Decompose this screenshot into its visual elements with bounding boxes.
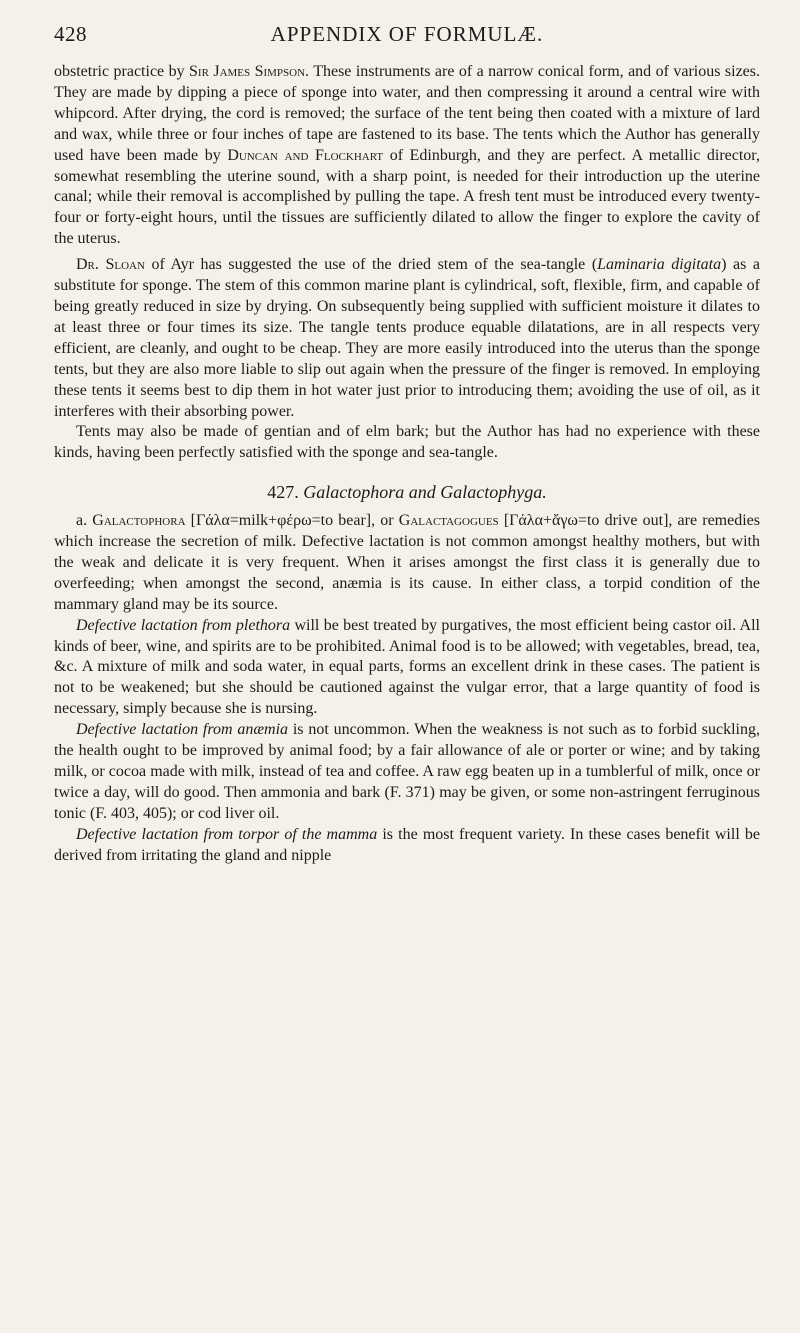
text-run: ) as a substitute for sponge. The stem of this common marine plant is cylindrical, soft, flexible, firm, and capable of being greatly reduced in size by drying. On subsequently being supplied with sufficient moisture it dilates to at least three or four times its size. The tangle tents produce equable dilatations, are in all respects very efficient, are cleanly, and ought to be cheap. They are more easily introduced into the uterus than the sponge tents, but they are also more liable to slip out again when the pressure of the finger is removed. In employing these tents it seems best to dip them in hot water just prior to introducing them; avoiding the use of oil, as it interferes with their absorbing power. [54, 256, 761, 420]
paragraph-other-tents: Tents may also be made of gentian and of elm bark; but the Author has had no experience with these kinds, having been perfectly satisfied with the sponge and sea-tangle. [54, 423, 760, 462]
paragraph-anaemia [54, 720, 760, 825]
author-name: Sir James Simpson [189, 63, 306, 80]
term: Galactophora [92, 512, 186, 530]
item-letter: a. [76, 512, 93, 530]
text-run: . These instruments are of a narrow conical form, and of various sizes. They are made by dipping a piece of sponge into water, and then compressing it around a central wire with whipcord. After drying, the cord is removed; the surface of the tent being then coated with a mixture of lard and wax, while three or four inches of tape are fastened to its base. The tents which the Author has generally used have been made by [54, 63, 761, 164]
paragraph-sea-tangle [54, 255, 760, 422]
section-title: Galactophora and Galactophyga. [303, 482, 547, 503]
species-name: Laminaria digitata [597, 256, 722, 274]
section-number: 427. [267, 482, 299, 503]
text-run: [Γάλα+ἄγω=to drive out], are remedies which increase the secretion of milk. Defective lactation is not common amongst healthy mothers, but with the weak and delicate it is very frequent. When it arises amongst the first class it is generally due to overfeeding; when amongst the second, anæmia is its cause. In either class, a torpid condition of the mammary gland may be its source. [54, 512, 760, 613]
text-run: will be best treated by purgatives, the most efficient being castor oil. All kinds of beer, wine, and spirits are to be prohibited. Animal food is to be allowed; with vegetables, bread, tea, &c. A mixture of milk and soda water, in equal parts, forms an excellent drink in these cases. The patient is not to be weakened; but she should be cautioned against the vulgar error, that a large quantity of food is necessary, simply because she is nursing. [54, 616, 760, 718]
subheading: Defective lactation from plethora [76, 616, 291, 634]
subheading: Defective lactation from anæmia [76, 721, 289, 739]
running-title: APPENDIX OF FORMULÆ. [270, 22, 544, 46]
text-run: of Edinburgh, and they are perfect. A metallic director, somewhat resembling the uterine sound, with a sharp point, is needed for their introduction up the uterine canal; while their removal is accomplished by pulling the tape. A fresh tent must be introduced every twenty-four or forty-eight hours, until the tissues are sufficiently dilated to allow the finger to explore the cavity of the uterus. [54, 146, 760, 248]
text-run: is the most frequent variety. In these cases benefit will be derived from irritating the gland and nipple [54, 825, 760, 864]
author-name: Dr. Sloan [76, 256, 145, 274]
term: Galactagogues [398, 512, 499, 530]
text-run: is not uncommon. When the weakness is not such as to forbid suckling, the health ought to be improved by animal food; by a fair allowance of ale or porter or wine; and by taking milk, or cocoa made with milk, instead of tea and coffee. A raw egg beaten up in a tumblerful of milk, once or twice a day, will do good. Then ammonia and bark (F. 371) may be given, or some non-astringent ferruginous tonic (F. 403, 405); or cod liver oil. [54, 721, 761, 822]
text-run: [Γάλα=milk+φέρω=to bear], or [185, 512, 399, 530]
paragraph-torpor [54, 825, 760, 867]
running-head [54, 22, 760, 62]
paragraph-galactophora [54, 511, 760, 616]
page-number: 428 [54, 22, 87, 46]
subheading: Defective lactation from torpor of the mamma [76, 825, 378, 843]
text-run: obstetric practice by [54, 63, 190, 80]
body-text [54, 62, 760, 867]
maker-name: Duncan and Flockhart [227, 146, 384, 164]
paragraph-sponge-tents [54, 62, 760, 250]
section-heading [54, 482, 760, 503]
text-run: of Ayr has suggested the use of the dried stem of the sea-tangle ( [144, 256, 598, 274]
paragraph-plethora [54, 616, 760, 721]
